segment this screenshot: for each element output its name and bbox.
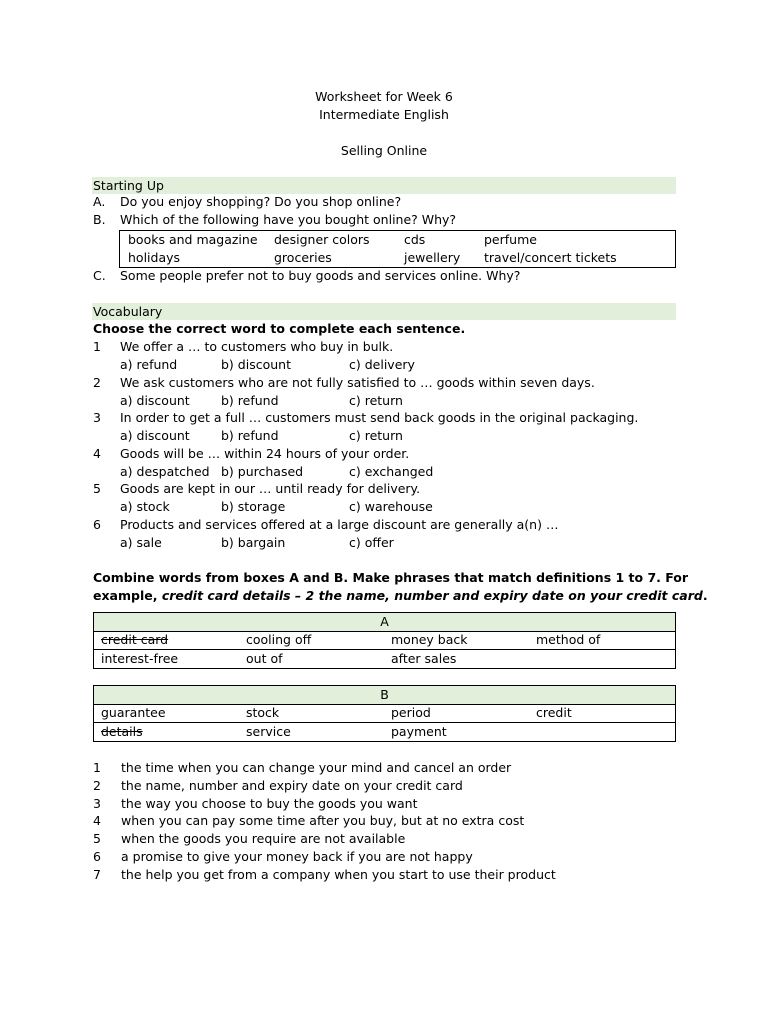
box-a-cell: cooling off	[246, 632, 312, 647]
vocab-option-c: c) return	[349, 393, 403, 408]
definition-number: 5	[93, 831, 101, 846]
definition-text: the time when you can change your mind and cancel an order	[121, 760, 512, 775]
box-a-cell: money back	[391, 632, 468, 647]
vocab-question-number: 1	[93, 339, 101, 354]
combine-example-lead: example,	[93, 588, 162, 603]
vocab-option-b: b) discount	[221, 357, 291, 372]
item-cell: cds	[404, 232, 426, 247]
vocab-option-a: a) refund	[120, 357, 178, 372]
starting-up-heading: Starting Up	[92, 177, 676, 194]
box-a-cell: after sales	[391, 651, 457, 666]
vocab-option-a: a) despatched	[120, 464, 210, 479]
item-cell: designer colors	[274, 232, 370, 247]
box-a-cell: method of	[536, 632, 601, 647]
vocab-question-text: Products and services offered at a large discount are generally a(n) …	[120, 517, 559, 532]
box-a	[93, 612, 676, 669]
box-a-cell: credit card	[101, 632, 169, 647]
vocab-question-text: Goods will be … within 24 hours of your order.	[120, 446, 410, 461]
vocab-option-b: b) refund	[221, 393, 279, 408]
vocab-question-number: 6	[93, 517, 101, 532]
vocab-question-number: 2	[93, 375, 101, 390]
definition-number: 7	[93, 867, 101, 882]
vocabulary-heading: Vocabulary	[92, 303, 676, 320]
definition-text: the way you choose to buy the goods you want	[121, 796, 418, 811]
definition-text: when the goods you require are not available	[121, 831, 406, 846]
question-b-text: Which of the following have you bought online? Why?	[120, 212, 457, 227]
vocab-question-text: We offer a … to customers who buy in bulk.	[120, 339, 394, 354]
box-b-cell: payment	[391, 724, 447, 739]
box-b-cell: stock	[246, 705, 280, 720]
definition-number: 1	[93, 760, 101, 775]
worksheet-topic: Selling Online	[340, 143, 428, 158]
combine-instruction-line1: Combine words from boxes A and B. Make phrases that match definitions 1 to 7. For	[93, 570, 689, 585]
definition-text: the help you get from a company when you start to use their product	[121, 867, 556, 882]
vocab-option-a: a) stock	[120, 499, 170, 514]
vocab-option-b: b) storage	[221, 499, 286, 514]
box-a-divider	[94, 649, 675, 650]
definition-text: a promise to give your money back if you are not happy	[121, 849, 473, 864]
combine-example-end: .	[702, 588, 708, 603]
vocab-option-b: b) bargain	[221, 535, 286, 550]
box-b-cell: details	[101, 724, 143, 739]
question-a-marker: A.	[93, 194, 106, 209]
box-a-cell: out of	[246, 651, 283, 666]
definition-number: 3	[93, 796, 101, 811]
box-b-label: B	[94, 686, 675, 705]
box-b-cell: service	[246, 724, 291, 739]
worksheet-subtitle: Intermediate English	[319, 107, 449, 122]
vocab-question-text: We ask customers who are not fully satisfied to … goods within seven days.	[120, 375, 595, 390]
question-c-marker: C.	[93, 268, 106, 283]
items-box	[119, 230, 676, 268]
box-a-label: A	[94, 613, 675, 632]
combine-instruction-line2	[93, 587, 708, 605]
definition-text: when you can pay some time after you buy, but at no extra cost	[121, 813, 525, 828]
item-cell: perfume	[484, 232, 537, 247]
item-cell: travel/concert tickets	[484, 250, 617, 265]
vocab-question-text: In order to get a full … customers must send back goods in the original packaging.	[120, 410, 639, 425]
vocabulary-instruction: Choose the correct word to complete each sentence.	[93, 321, 466, 336]
box-b	[93, 685, 676, 742]
vocab-option-c: c) delivery	[349, 357, 415, 372]
vocab-option-a: a) discount	[120, 393, 190, 408]
vocab-question-number: 5	[93, 481, 101, 496]
vocab-question-text: Goods are kept in our … until ready for delivery.	[120, 481, 421, 496]
combine-example-italic: credit card details – 2 the name, number and expiry date on your credit card	[161, 588, 703, 603]
vocab-option-b: b) refund	[221, 428, 279, 443]
definition-number: 2	[93, 778, 101, 793]
vocab-question-number: 3	[93, 410, 101, 425]
definition-number: 4	[93, 813, 101, 828]
vocab-option-c: c) exchanged	[349, 464, 434, 479]
vocab-option-a: a) discount	[120, 428, 190, 443]
definition-text: the name, number and expiry date on your credit card	[121, 778, 463, 793]
box-b-cell: credit	[536, 705, 572, 720]
item-cell: groceries	[274, 250, 332, 265]
vocab-option-a: a) sale	[120, 535, 162, 550]
box-b-cell: guarantee	[101, 705, 166, 720]
question-b-marker: B.	[93, 212, 106, 227]
box-b-cell: period	[391, 705, 431, 720]
box-b-divider	[94, 722, 675, 723]
vocab-question-number: 4	[93, 446, 101, 461]
box-a-cell: interest-free	[101, 651, 179, 666]
question-a-text: Do you enjoy shopping? Do you shop online?	[120, 194, 402, 209]
vocab-option-c: c) warehouse	[349, 499, 433, 514]
vocab-option-c: c) return	[349, 428, 403, 443]
vocab-option-b: b) purchased	[221, 464, 304, 479]
item-cell: jewellery	[404, 250, 461, 265]
item-cell: holidays	[128, 250, 181, 265]
worksheet-title: Worksheet for Week 6	[315, 89, 453, 104]
definition-number: 6	[93, 849, 101, 864]
vocab-option-c: c) offer	[349, 535, 394, 550]
question-c-text: Some people prefer not to buy goods and services online. Why?	[120, 268, 521, 283]
item-cell: books and magazine	[128, 232, 258, 247]
